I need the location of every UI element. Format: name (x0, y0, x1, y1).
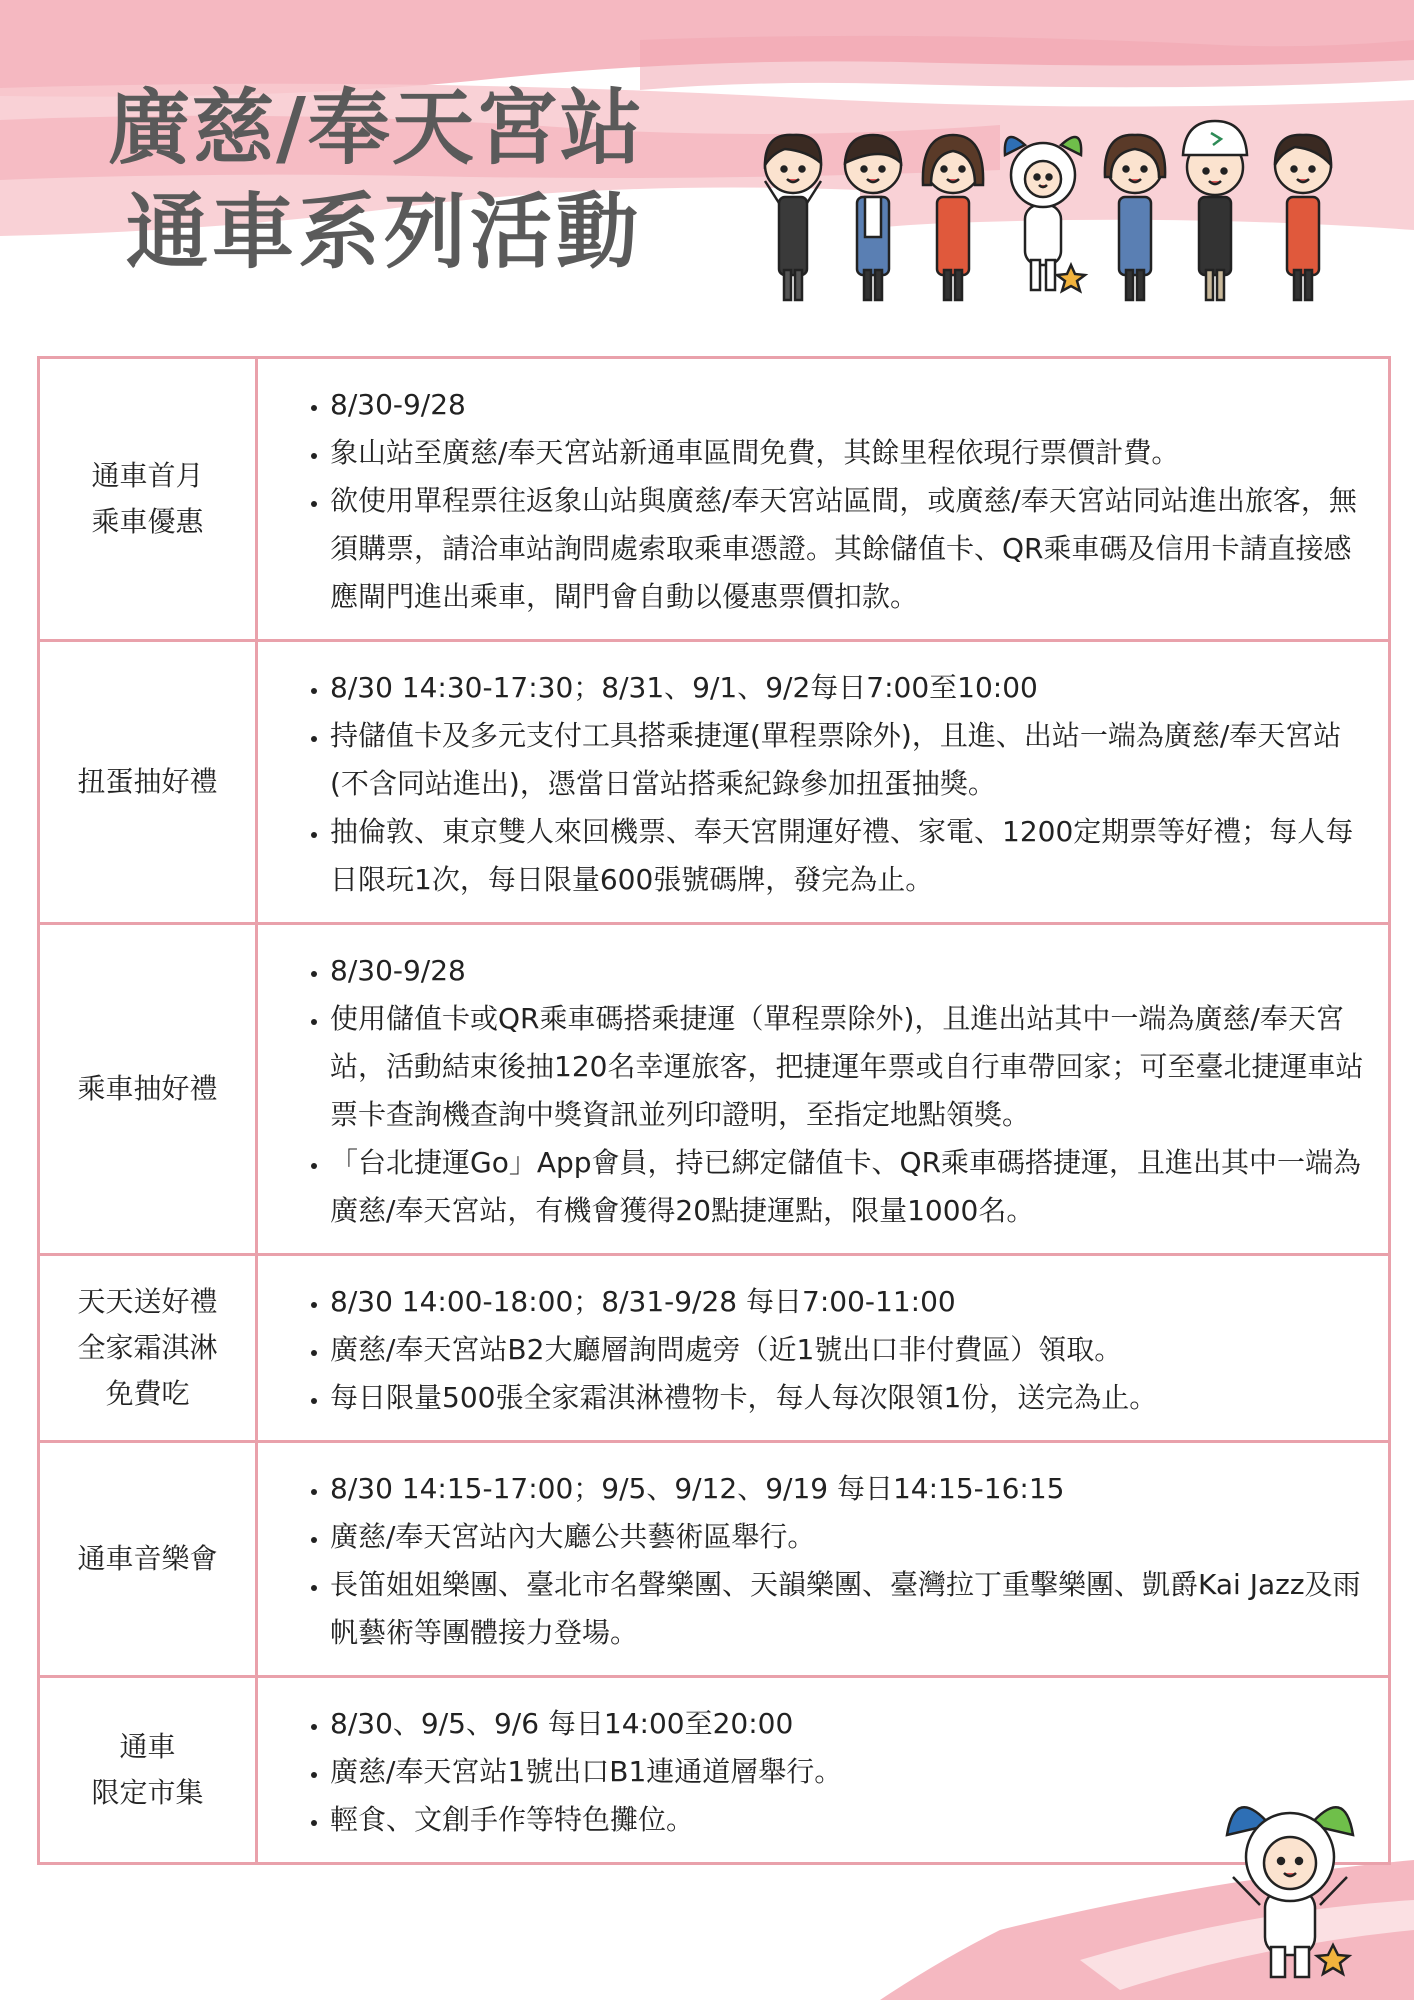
list-item: • 8/30 14:00-18:00；8/31-9/28 每日7:00-11:00 (330, 1278, 1364, 1326)
title-line-1: 廣慈/奉天宮站 (108, 81, 644, 176)
list-item: • 使用儲值卡或QR乘車碼搭乘捷運（單程票除外)，且進出站其中一端為廣慈/奉天宮站，活動結束後抽120名幸運旅客，把捷運年票或自行車帶回家；可至臺北捷運車站票卡查詢機查詢中獎資訊並列印證明，至指定地點領獎。 (330, 995, 1364, 1139)
list-item: • 持儲值卡及多元支付工具搭乘捷運(單程票除外)，且進、出站一端為廣慈/奉天宮站(不含同站進出)，憑當日當站搭乘紀錄參加扭蛋抽獎。 (330, 712, 1364, 808)
list-item: • 長笛姐姐樂團、臺北市名聲樂團、天韻樂團、臺灣拉丁重擊樂團、凱爵Kai Jazz及雨帆藝術等團體接力登場。 (330, 1561, 1364, 1657)
list-item: • 抽倫敦、東京雙人來回機票、奉天宮開運好禮、家電、1200定期票等好禮；每人每日限玩1次，每日限量600張號碼牌，發完為止。 (330, 808, 1364, 904)
row-body (258, 359, 1388, 639)
table-row (40, 642, 1388, 925)
row-label: 通車首月 乘車優惠 (40, 359, 258, 639)
list-item: • 廣慈/奉天宮站內大廳公共藝術區舉行。 (330, 1513, 1364, 1561)
row-body (258, 1256, 1388, 1440)
list-item: • 8/30-9/28 (330, 381, 1364, 429)
row-body (258, 1443, 1388, 1675)
list-item: • 欲使用單程票往返象山站與廣慈/奉天宮站區間，或廣慈/奉天宮站同站進出旅客，無須購票，請洽車站詢問處索取乘車憑證。其餘儲值卡、QR乘車碼及信用卡請直接感應閘門進出乘車，閘門會自動以優惠票價扣款。 (330, 477, 1364, 621)
list-item: • 廣慈/奉天宮站B2大廳層詢問處旁（近1號出口非付費區）領取。 (330, 1326, 1364, 1374)
mascot-illustration (1215, 1785, 1365, 1985)
list-item: • 每日限量500張全家霜淇淋禮物卡，每人每次限領1份，送完為止。 (330, 1374, 1364, 1422)
row-label: 通車 限定市集 (40, 1678, 258, 1862)
list-item: • 「台北捷運Go」App會員，持已綁定儲值卡、QR乘車碼搭捷運，且進出其中一端為廣慈/奉天宮站，有機會獲得20點捷運點，限量1000名。 (330, 1139, 1364, 1235)
table-row (40, 1678, 1388, 1862)
page-title (108, 80, 644, 283)
table-row (40, 1256, 1388, 1443)
title-line-2: 通車系列活動 (126, 185, 643, 281)
row-body (258, 642, 1388, 922)
row-body (258, 925, 1388, 1253)
row-label: 通車音樂會 (40, 1443, 258, 1675)
list-item: • 8/30 14:15-17:00；9/5、9/12、9/19 每日14:15-16:15 (330, 1465, 1364, 1513)
table-row (40, 359, 1388, 642)
row-label: 乘車抽好禮 (40, 925, 258, 1253)
row-label: 天天送好禮 全家霜淇淋 免費吃 (40, 1256, 258, 1440)
row-label: 扭蛋抽好禮 (40, 642, 258, 922)
list-item: • 象山站至廣慈/奉天宮站新通車區間免費，其餘里程依現行票價計費。 (330, 429, 1364, 477)
list-item: • 8/30 14:30-17:30；8/31、9/1、9/2每日7:00至10:00 (330, 664, 1364, 712)
staff-mascot-illustration (755, 115, 1395, 310)
table-row (40, 925, 1388, 1256)
activities-table (37, 356, 1391, 1865)
list-item: • 8/30-9/28 (330, 947, 1364, 995)
list-item: • 輕食、文創手作等特色攤位。 (330, 1796, 1364, 1844)
list-item: • 8/30、9/5、9/6 每日14:00至20:00 (330, 1700, 1364, 1748)
table-row (40, 1443, 1388, 1678)
list-item: • 廣慈/奉天宮站1號出口B1連通道層舉行。 (330, 1748, 1364, 1796)
